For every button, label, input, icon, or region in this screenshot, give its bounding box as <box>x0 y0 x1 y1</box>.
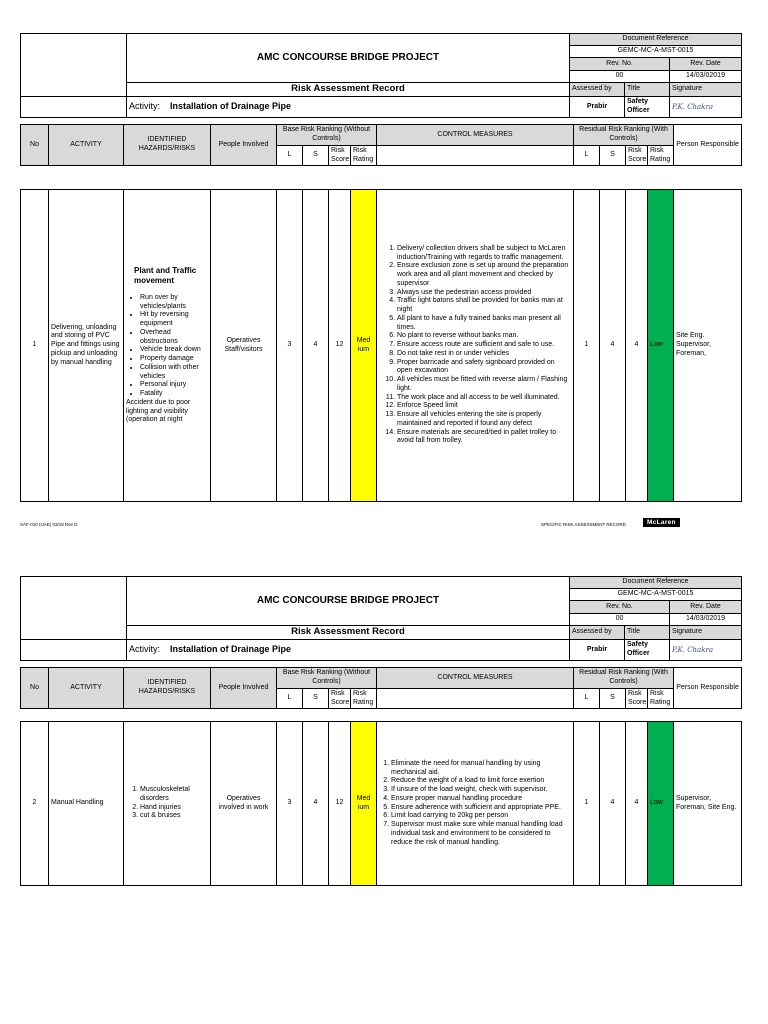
signature <box>670 639 742 660</box>
rev-date-value: 14/03/02019 <box>670 70 742 82</box>
row-hazards <box>124 722 211 886</box>
logo-area-bottom <box>21 639 127 660</box>
row-res-l: 1 <box>574 190 600 502</box>
row-person: Supervisor, Foreman, Site Eng. <box>674 722 742 886</box>
col-people: People Involved <box>211 125 277 166</box>
project-title: AMC CONCOURSE BRIDGE PROJECT <box>127 577 570 626</box>
list-item: 6. Limit load carrying to 20kg per person <box>391 812 571 821</box>
signature-text: P.K. Chakra <box>672 102 713 111</box>
row-activity: Manual Handling <box>49 722 124 886</box>
hazard-list <box>126 294 208 399</box>
activity-line <box>127 96 570 117</box>
row-base-l: 3 <box>277 190 303 502</box>
row-res-score: 4 <box>626 190 648 502</box>
list-item: 8. Do not take rest in or under vehicles <box>397 350 571 359</box>
col-person: Person Responsible <box>674 125 742 166</box>
record-title: Risk Assessment Record <box>127 625 570 639</box>
control-list <box>379 245 571 446</box>
title-label: Title <box>625 82 670 96</box>
col-people: People Involved <box>211 668 277 709</box>
col-base-l: L <box>277 689 303 709</box>
col-residual-ranking: Residual Risk Ranking (With Controls) <box>574 668 674 689</box>
row-hazards <box>124 190 211 502</box>
col-base-s: S <box>303 689 329 709</box>
row-res-s: 4 <box>600 722 626 886</box>
col-base-ranking: Base Risk Ranking (Without Controls) <box>277 668 377 689</box>
header-table-1 <box>20 33 742 118</box>
logo-area <box>21 577 127 640</box>
control-list <box>379 760 571 848</box>
list-item: 3. Always use the pedestrian access provided <box>397 289 571 298</box>
rev-no-value: 00 <box>570 70 670 82</box>
col-person: Person Responsible <box>674 668 742 709</box>
col-base-score: Risk Score <box>329 689 351 709</box>
mclaren-logo: McLaren <box>643 518 680 527</box>
col-activity: ACTIVITY <box>49 668 124 709</box>
footer-left: SAF-010 (UAE) 03/18 Rev D <box>20 522 78 527</box>
list-item: 3. cut & bruises <box>140 812 208 821</box>
signature-text: P.K. Chakra <box>672 645 713 654</box>
assessed-by-label: Assessed by <box>570 82 625 96</box>
assessor-name: Prabir <box>570 96 625 117</box>
row-res-s: 4 <box>600 190 626 502</box>
assessor-title: Safety Officer <box>625 639 670 660</box>
row-res-rating: Low <box>648 190 674 502</box>
activity-value: Installation of Drainage Pipe <box>170 644 292 655</box>
signature-label: Signature <box>670 82 742 96</box>
list-item: 12. Enforce Speed limit <box>397 402 571 411</box>
table-row <box>21 722 742 886</box>
doc-ref-value: GEMC-MC-A-MST-0015 <box>570 589 742 601</box>
row-no: 1 <box>21 190 49 502</box>
list-item: 11. The work place and all access to be well illuminated. <box>397 394 571 403</box>
table-row <box>21 190 742 502</box>
project-title: AMC CONCOURSE BRIDGE PROJECT <box>127 34 570 83</box>
row-base-rating: Med ium <box>351 190 377 502</box>
row-person: Site Eng. Supervisor, Foreman, <box>674 190 742 502</box>
signature <box>670 96 742 117</box>
activity-line <box>127 639 570 660</box>
list-item: 1. Musculoskeletal disorders <box>140 786 208 804</box>
activity-label: Activity: <box>129 101 161 112</box>
col-res-rating: Risk Rating <box>648 146 674 166</box>
hazard-list <box>126 786 208 821</box>
list-item: 9. Proper barricade and safety signboard provided on open excavation <box>397 359 571 377</box>
rev-date-label: Rev. Date <box>670 58 742 70</box>
title-label: Title <box>625 625 670 639</box>
col-control: CONTROL MEASURES <box>377 125 574 146</box>
activity-value: Installation of Drainage Pipe <box>170 101 292 112</box>
list-item: 7. Ensure access route are sufficient and safe to use. <box>397 341 571 350</box>
list-item: 4. Ensure proper manual handling procedure <box>391 795 571 804</box>
list-item: • Collision with other vehicles <box>140 364 208 382</box>
list-item: 10. All vehicles must be fitted with reverse alarm / Flashing light. <box>397 376 571 394</box>
footer-right: SPECIFIC RISK ASSESSMENT RECORD <box>541 522 626 527</box>
row-people: Operatives Staff/visitors <box>211 190 277 502</box>
rev-no-value: 00 <box>570 613 670 625</box>
col-base-score: Risk Score <box>329 146 351 166</box>
list-item: • Vehicle break down <box>140 346 208 355</box>
header-table-2 <box>20 576 742 661</box>
row-base-score: 12 <box>329 190 351 502</box>
row-people: Operatives involved in work <box>211 722 277 886</box>
doc-ref-value: GEMC-MC-A-MST-0015 <box>570 46 742 58</box>
rev-no-label: Rev. No. <box>570 58 670 70</box>
col-no: No <box>21 668 49 709</box>
col-hazards: IDENTIFIED HAZARDS/RISKS <box>124 125 211 166</box>
list-item: 2. Ensure exclusion zone is set up around the preparation work area and all plant movement and checked by supervisor <box>397 262 571 288</box>
row-res-rating: Low <box>648 722 674 886</box>
col-base-rating: Risk Rating <box>351 689 377 709</box>
list-item: 13. Ensure all vehicles entering the site is properly maintained and reported if found any defect <box>397 411 571 429</box>
list-item: 1. Eliminate the need for manual handling by using mechanical aid. <box>391 760 571 778</box>
list-item: • Run over by vehicles/plants <box>140 294 208 312</box>
list-item: • Hit by reversing equipment <box>140 311 208 329</box>
list-item: 3. If unsure of the load weight, check with supervisor. <box>391 786 571 795</box>
list-item: 4. Traffic light batons shall be provided for banks man at night <box>397 297 571 315</box>
rev-date-value: 14/03/02019 <box>670 613 742 625</box>
record-title: Risk Assessment Record <box>127 82 570 96</box>
row-base-l: 3 <box>277 722 303 886</box>
col-base-l: L <box>277 146 303 166</box>
list-item: 6. No plant to reverse without banks man. <box>397 332 571 341</box>
rev-no-label: Rev. No. <box>570 601 670 613</box>
col-base-rating: Risk Rating <box>351 146 377 166</box>
col-no: No <box>21 125 49 166</box>
doc-ref-label: Document Reference <box>570 577 742 589</box>
list-item: 7. Supervisor must make sure while manual handling load individual task and environment to be considered to reduce the risk of manual handling. <box>391 821 571 847</box>
col-control-blank <box>377 689 574 709</box>
logo-area-bottom <box>21 96 127 117</box>
col-res-s: S <box>600 689 626 709</box>
list-item: 5. Ensure adherence with sufficient and appropriate PPE. <box>391 804 571 813</box>
col-base-s: S <box>303 146 329 166</box>
list-item: 2. Hand injuries <box>140 804 208 813</box>
risk-row-2 <box>20 721 742 886</box>
col-res-l: L <box>574 146 600 166</box>
col-res-score: Risk Score <box>626 146 648 166</box>
col-res-l: L <box>574 689 600 709</box>
row-base-s: 4 <box>303 722 329 886</box>
column-header-1 <box>20 124 742 166</box>
logo-area <box>21 34 127 97</box>
col-res-s: S <box>600 146 626 166</box>
list-item: 1. Delivery/ collection drivers shall be subject to McLaren induction/Training with regards to traffic management. <box>397 245 571 263</box>
row-controls <box>377 190 574 502</box>
list-item: • Overhead obstructions <box>140 329 208 347</box>
rev-date-label: Rev. Date <box>670 601 742 613</box>
assessed-by-label: Assessed by <box>570 625 625 639</box>
row-no: 2 <box>21 722 49 886</box>
list-item: 14. Ensure materials are secured/tied in pallet trolley to avoid fall from trolley. <box>397 429 571 447</box>
list-item: 2. Reduce the weight of a load to limit force exertion <box>391 777 571 786</box>
hazard-title: Plant and Traffic movement <box>134 265 197 285</box>
activity-label: Activity: <box>129 644 161 655</box>
doc-ref-label: Document Reference <box>570 34 742 46</box>
row-base-score: 12 <box>329 722 351 886</box>
risk-row-1 <box>20 189 742 502</box>
col-res-score: Risk Score <box>626 689 648 709</box>
col-control: CONTROL MEASURES <box>377 668 574 689</box>
row-base-s: 4 <box>303 190 329 502</box>
row-res-score: 4 <box>626 722 648 886</box>
list-item: • Personal injury <box>140 381 208 390</box>
list-item: 5. All plant to have a fully trained banks man present all times. <box>397 315 571 333</box>
row-activity: Delivering, unloading and storing of PVC Pipe and fittings using pickup and unloading by manual handling <box>49 190 124 502</box>
assessor-title: Safety Officer <box>625 96 670 117</box>
signature-label: Signature <box>670 625 742 639</box>
col-residual-ranking: Residual Risk Ranking (With Controls) <box>574 125 674 146</box>
col-res-rating: Risk Rating <box>648 689 674 709</box>
row-controls <box>377 722 574 886</box>
list-item: • Property damage <box>140 355 208 364</box>
row-base-rating: Med ium <box>351 722 377 886</box>
list-item: • Fatality <box>140 390 208 399</box>
col-activity: ACTIVITY <box>49 125 124 166</box>
hazard-note: Accident due to poor lighting and visibility (operation at night <box>126 398 191 424</box>
col-control-blank <box>377 146 574 166</box>
row-res-l: 1 <box>574 722 600 886</box>
assessor-name: Prabir <box>570 639 625 660</box>
col-base-ranking: Base Risk Ranking (Without Controls) <box>277 125 377 146</box>
column-header-2 <box>20 667 742 709</box>
col-hazards: IDENTIFIED HAZARDS/RISKS <box>124 668 211 709</box>
